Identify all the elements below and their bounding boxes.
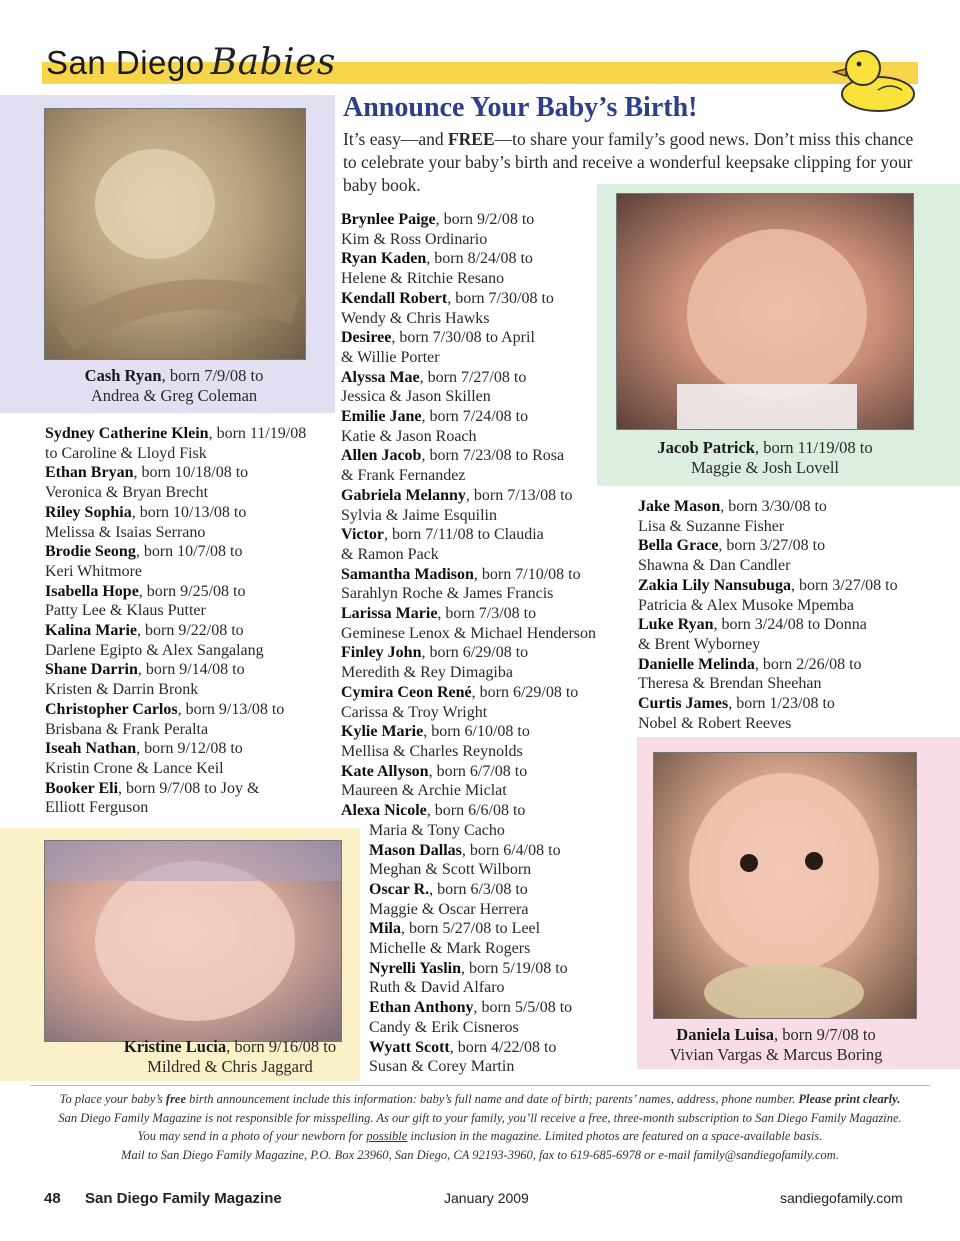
announcement-line <box>341 643 611 663</box>
announcement-line <box>638 576 938 596</box>
intro-text-end: —to share your family’s good news. Don’t miss this chance to celebrate your baby’s birth and receive a wonderful keepsake clipping for your baby book. <box>343 129 914 195</box>
announcement-line <box>45 562 335 582</box>
baby-name: Cymira Ceon René <box>341 683 472 701</box>
note-line1-a: To place your baby’s <box>59 1092 166 1106</box>
announcement-text: , born 3/27/08 to <box>718 537 826 555</box>
announcement-line <box>45 700 335 720</box>
intro-free: FREE <box>447 129 495 149</box>
announcement-line <box>341 506 611 526</box>
baby-name: Bella Grace <box>638 537 719 555</box>
announcement-line <box>341 210 611 230</box>
announcement-line <box>45 483 335 503</box>
announcement-text: Melissa & Isaias Serrano <box>45 523 206 541</box>
baby-name: Brynlee Paige <box>341 211 436 228</box>
baby-name: Brodie Seong <box>45 543 136 561</box>
note-line2: San Diego Family Magazine is not responsible for misspelling. As our gift to your family, you’ll receive a free, three-month subscription to San Diego Family Magazine. <box>58 1110 902 1125</box>
announcement-text: Elliott Ferguson <box>45 799 149 817</box>
announcement-text: , born 7/23/08 to Rosa <box>421 447 565 465</box>
announcement-line <box>341 722 611 742</box>
announcement-text: Kristen & Darrin Bronk <box>45 681 199 699</box>
caption-daniela <box>637 1025 915 1065</box>
announcement-line <box>638 596 938 616</box>
announcement-line <box>45 523 335 543</box>
announcement-text: , born 7/3/08 to <box>437 605 537 623</box>
baby-name: Kylie Marie <box>341 723 424 741</box>
announcement-line <box>341 959 611 979</box>
announcement-line <box>341 998 611 1018</box>
announcement-line <box>638 655 938 675</box>
announcement-line <box>341 387 611 407</box>
announcement-line <box>341 663 611 683</box>
announcement-text: Sarahlyn Roche & James Francis <box>341 585 554 603</box>
announcement-line <box>45 641 335 661</box>
announcement-line <box>638 674 938 694</box>
announcement-text: , born 8/24/08 to <box>426 250 533 268</box>
announcement-text: Geminese Lenox & Michael Henderson <box>341 624 597 642</box>
announcement-line <box>45 444 335 464</box>
announcement-line <box>341 407 611 427</box>
announcements-middle-column <box>341 210 611 1077</box>
announcement-line <box>341 545 611 565</box>
baby-name: Alyssa Mae <box>341 368 420 386</box>
announcement-text: Mellisa & Charles Reynolds <box>341 742 523 760</box>
caption-daniela-rest: , born 9/7/08 to <box>773 1025 876 1044</box>
announcement-line <box>341 900 611 920</box>
announcement-line <box>45 542 335 562</box>
announcement-text: Candy & Erik Cisneros <box>369 1018 519 1036</box>
submission-instructions <box>30 1090 930 1164</box>
announcement-text: Kristin Crone & Lance Keil <box>45 759 224 777</box>
announcement-line <box>341 703 611 723</box>
baby-name: Emilie Jane <box>341 408 422 426</box>
announcement-line <box>341 565 611 585</box>
issue-date: January 2009 <box>444 1190 529 1206</box>
announcement-text: , born 6/29/08 to <box>471 683 579 701</box>
announcement-text: Kim & Ross Ordinario <box>341 230 488 248</box>
announcement-text: , born 6/6/08 to <box>426 802 526 820</box>
announcement-text: , born 7/24/08 to <box>421 408 529 426</box>
announcement-text: , born 7/13/08 to <box>465 486 573 504</box>
announcement-line <box>341 1038 611 1058</box>
announcement-line <box>341 939 611 959</box>
baby-name: Zakia Lily Nansubuga <box>638 576 791 594</box>
announcement-text: , born 7/30/08 to April <box>391 329 535 347</box>
baby-name: Victor <box>341 526 384 544</box>
baby-name: Ethan Bryan <box>45 464 134 482</box>
announcement-text: Patricia & Alex Musoke Mpemba <box>638 596 854 614</box>
announcement-text: Jessica & Jason Skillen <box>341 388 491 406</box>
baby-name: Gabriela Melanny <box>341 486 466 504</box>
announcement-line <box>638 517 938 537</box>
baby-name: Danielle Melinda <box>638 655 755 673</box>
announcement-text: Sylvia & Jaime Esquilin <box>341 506 497 524</box>
section-title-script: Babies <box>210 42 336 83</box>
announcement-line <box>45 621 335 641</box>
announcement-text: Wendy & Chris Hawks <box>341 309 490 327</box>
announcement-text: , born 3/27/08 to <box>790 576 898 594</box>
announcement-text: , born 4/22/08 to <box>449 1038 557 1056</box>
magazine-name: San Diego Family Magazine <box>85 1190 282 1207</box>
announcement-line <box>638 694 938 714</box>
announcement-text: , born 9/25/08 to <box>138 582 246 600</box>
announcement-line <box>341 427 611 447</box>
caption-daniela-parents: Vivian Vargas & Marcus Boring <box>669 1045 883 1064</box>
baby-name: Kate Allyson <box>341 762 429 780</box>
caption-jacob-rest: , born 11/19/08 to <box>754 438 873 457</box>
announcement-text: , born 9/14/08 to <box>137 661 245 679</box>
announcement-text: Darlene Egipto & Alex Sangalang <box>45 641 264 659</box>
note-line3-underline: possible <box>366 1129 408 1143</box>
announcement-text: , born 2/26/08 to <box>754 655 862 673</box>
announcement-line <box>341 368 611 388</box>
baby-name: Christopher Carlos <box>45 700 178 718</box>
baby-name: Wyatt Scott <box>369 1038 450 1056</box>
announcement-text: Helene & Ritchie Resano <box>341 270 505 288</box>
announcement-line <box>638 497 938 517</box>
announcement-line <box>341 348 611 368</box>
announcement-text: & Brent Wyborney <box>638 635 761 653</box>
note-line3-a: You may send in a photo of your newborn for <box>137 1129 367 1143</box>
announcement-text: , born 7/11/08 to Claudia <box>383 526 544 544</box>
announcement-text: Michelle & Mark Rogers <box>369 940 531 958</box>
announcement-text: Nobel & Robert Reeves <box>638 714 792 732</box>
baby-name: Curtis James <box>638 695 729 713</box>
announcement-text: , born 5/19/08 to <box>461 959 568 977</box>
announcement-line <box>45 424 335 444</box>
baby-photo-kristine <box>44 840 342 1042</box>
announcement-text: Meredith & Rey Dimagiba <box>341 664 513 682</box>
announcement-line <box>45 660 335 680</box>
baby-name: Iseah Nathan <box>45 740 137 758</box>
announcement-line <box>341 781 611 801</box>
announcement-line <box>341 486 611 506</box>
announcements-right-column <box>638 497 938 733</box>
announcement-line <box>45 720 335 740</box>
announcement-line <box>341 446 611 466</box>
headline: Announce Your Baby’s Birth! <box>343 92 698 123</box>
announcement-text: Shawna & Dan Candler <box>638 557 791 575</box>
announcement-text: , born 6/3/08 to <box>429 880 528 898</box>
note-line1-b: birth announcement include this information: baby’s full name and date of birth; parents’ names, address, phone number. <box>186 1092 799 1106</box>
announcement-line <box>638 536 938 556</box>
baby-name: Jake Mason <box>638 498 721 515</box>
baby-name: Larissa Marie <box>341 605 438 623</box>
announcement-line <box>341 801 611 821</box>
baby-name: Luke Ryan <box>638 616 714 634</box>
announcement-text: , born 9/22/08 to <box>136 622 244 640</box>
announcement-line <box>341 919 611 939</box>
baby-name: Desiree <box>341 329 392 347</box>
announcement-line <box>341 1018 611 1038</box>
baby-name: Ryan Kaden <box>341 250 427 268</box>
announcement-line <box>341 466 611 486</box>
section-title <box>46 42 336 83</box>
baby-name: Ethan Anthony <box>369 999 474 1017</box>
caption-cash <box>44 366 304 406</box>
intro-text-start: It’s easy—and <box>343 129 448 149</box>
announcement-text: Maggie & Oscar Herrera <box>369 900 529 918</box>
announcement-text: , born 7/30/08 to <box>447 289 554 307</box>
announcement-line <box>341 269 611 289</box>
announcement-text: Brisbana & Frank Peralta <box>45 720 209 738</box>
caption-kristine-rest: , born 9/16/08 to <box>226 1037 337 1056</box>
baby-name: Samantha Madison <box>341 565 474 583</box>
announcement-text: , born 9/2/08 to <box>435 211 535 228</box>
announcement-text: , born 6/7/08 to <box>428 762 528 780</box>
announcement-line <box>45 759 335 779</box>
announcement-line <box>341 230 611 250</box>
intro-paragraph <box>343 128 923 197</box>
announcement-text: , born 5/5/08 to <box>473 999 573 1017</box>
caption-jacob-parents: Maggie & Josh Lovell <box>690 458 840 477</box>
note-line1-free: free <box>165 1092 187 1106</box>
announcement-text: , born 6/4/08 to <box>461 841 561 859</box>
baby-name: Shane Darrin <box>45 661 138 679</box>
announcement-line <box>45 463 335 483</box>
announcement-text: Ruth & David Alfaro <box>369 979 505 997</box>
caption-jacob <box>610 438 920 478</box>
announcement-line <box>341 860 611 880</box>
announcement-line <box>638 556 938 576</box>
announcement-line <box>341 624 611 644</box>
announcement-line <box>341 1057 611 1077</box>
announcement-text: Lisa & Suzanne Fisher <box>638 517 785 535</box>
announcement-line <box>341 584 611 604</box>
announcement-line <box>341 328 611 348</box>
announcement-text: , born 10/13/08 to <box>131 503 247 521</box>
announcement-text: , born 7/27/08 to <box>419 368 527 386</box>
announcement-text: , born 10/18/08 to <box>133 464 249 482</box>
announcement-text: Patty Lee & Klaus Putter <box>45 602 206 620</box>
baby-name: Alexa Nicole <box>341 802 427 820</box>
announcement-line <box>341 289 611 309</box>
caption-cash-rest: , born 7/9/08 to <box>161 366 264 385</box>
announcement-text: Maria & Tony Cacho <box>369 821 505 839</box>
announcement-text: , born 9/7/08 to Joy & <box>118 779 260 797</box>
rubber-duck-icon <box>828 44 918 114</box>
announcement-text: , born 7/10/08 to <box>473 565 581 583</box>
announcement-text: , born 11/19/08 <box>208 425 307 442</box>
announcement-text: & Frank Fernandez <box>341 467 466 485</box>
baby-photo-cash <box>44 108 306 360</box>
announcement-line <box>341 821 611 841</box>
caption-kristine-parents: Mildred & Chris Jaggard <box>147 1057 313 1076</box>
footer-divider <box>30 1085 930 1086</box>
baby-photo-daniela <box>653 752 917 1019</box>
baby-name: Finley John <box>341 644 422 662</box>
baby-name: Mila <box>369 920 401 938</box>
announcement-line <box>341 309 611 329</box>
announcement-line <box>341 525 611 545</box>
announcement-text: & Ramon Pack <box>341 545 439 563</box>
announcement-text: Katie & Jason Roach <box>341 427 477 445</box>
announcement-line <box>45 779 335 799</box>
announcement-line <box>45 503 335 523</box>
announcement-line <box>638 635 938 655</box>
announcement-text: to Caroline & Lloyd Fisk <box>45 444 207 462</box>
announcement-line <box>45 601 335 621</box>
baby-name: Mason Dallas <box>369 841 462 859</box>
announcements-left-column <box>45 424 335 818</box>
baby-name: Allen Jacob <box>341 447 422 465</box>
baby-photo-jacob <box>616 193 914 430</box>
announcement-line <box>341 880 611 900</box>
announcement-text: Susan & Corey Martin <box>369 1058 515 1076</box>
announcement-line <box>45 680 335 700</box>
caption-kristine <box>100 1037 360 1077</box>
caption-kristine-name: Kristine Lucia <box>123 1037 227 1056</box>
announcement-line <box>638 615 938 635</box>
announcement-line <box>341 249 611 269</box>
announcement-line <box>341 978 611 998</box>
announcement-text: Carissa & Troy Wright <box>341 703 488 721</box>
baby-name: Kalina Marie <box>45 622 137 640</box>
announcement-text: Theresa & Brendan Sheehan <box>638 675 822 693</box>
announcement-text: Veronica & Bryan Brecht <box>45 484 209 502</box>
announcement-line <box>341 604 611 624</box>
announcement-line <box>341 742 611 762</box>
baby-name: Oscar R. <box>369 880 430 898</box>
baby-name: Sydney Catherine Klein <box>45 425 209 442</box>
caption-daniela-name: Daniela Luisa <box>676 1025 774 1044</box>
announcement-text: & Willie Porter <box>341 348 440 366</box>
baby-name: Isabella Hope <box>45 582 139 600</box>
announcement-line <box>45 798 335 818</box>
announcement-text: , born 6/10/08 to <box>423 723 530 741</box>
announcement-line <box>341 683 611 703</box>
announcement-text: Keri Whitmore <box>45 562 143 580</box>
announcement-line <box>638 714 938 734</box>
caption-cash-parents: Andrea & Greg Coleman <box>90 386 258 405</box>
note-line3-b: inclusion in the magazine. Limited photos are featured on a space-available basis. <box>407 1129 823 1143</box>
announcement-text: Meghan & Scott Wilborn <box>369 861 532 879</box>
note-line4: Mail to San Diego Family Magazine, P.O. Box 23960, San Diego, CA 92193-3960, fax to 619-685-6978 or e-mail family@sandiegofamily.com. <box>121 1147 839 1162</box>
announcement-text: , born 9/12/08 to <box>136 740 243 758</box>
announcement-text: , born 10/7/08 to <box>135 543 243 561</box>
announcement-line <box>341 841 611 861</box>
section-title-text: San Diego <box>46 44 205 81</box>
baby-name: Booker Eli <box>45 779 119 797</box>
baby-name: Nyrelli Yaslin <box>369 959 462 977</box>
announcement-text: , born 3/30/08 to <box>720 498 827 515</box>
baby-name: Kendall Robert <box>341 289 448 307</box>
announcement-text: , born 5/27/08 to Leel <box>401 920 541 938</box>
announcement-line <box>45 739 335 759</box>
announcement-text: , born 9/13/08 to <box>177 700 285 718</box>
page-number: 48 <box>44 1190 61 1207</box>
note-line1-bold: Please print clearly. <box>798 1092 901 1106</box>
website[interactable]: sandiegofamily.com <box>780 1190 903 1206</box>
announcement-line <box>45 582 335 602</box>
announcement-text: , born 1/23/08 to <box>728 695 835 713</box>
caption-cash-name: Cash Ryan <box>84 366 162 385</box>
announcement-text: , born 6/29/08 to <box>421 644 529 662</box>
caption-jacob-name: Jacob Patrick <box>657 438 755 457</box>
baby-name: Riley Sophia <box>45 503 132 521</box>
announcement-text: , born 3/24/08 to Donna <box>713 616 867 634</box>
announcement-line <box>341 762 611 782</box>
announcement-text: Maureen & Archie Miclat <box>341 782 507 800</box>
